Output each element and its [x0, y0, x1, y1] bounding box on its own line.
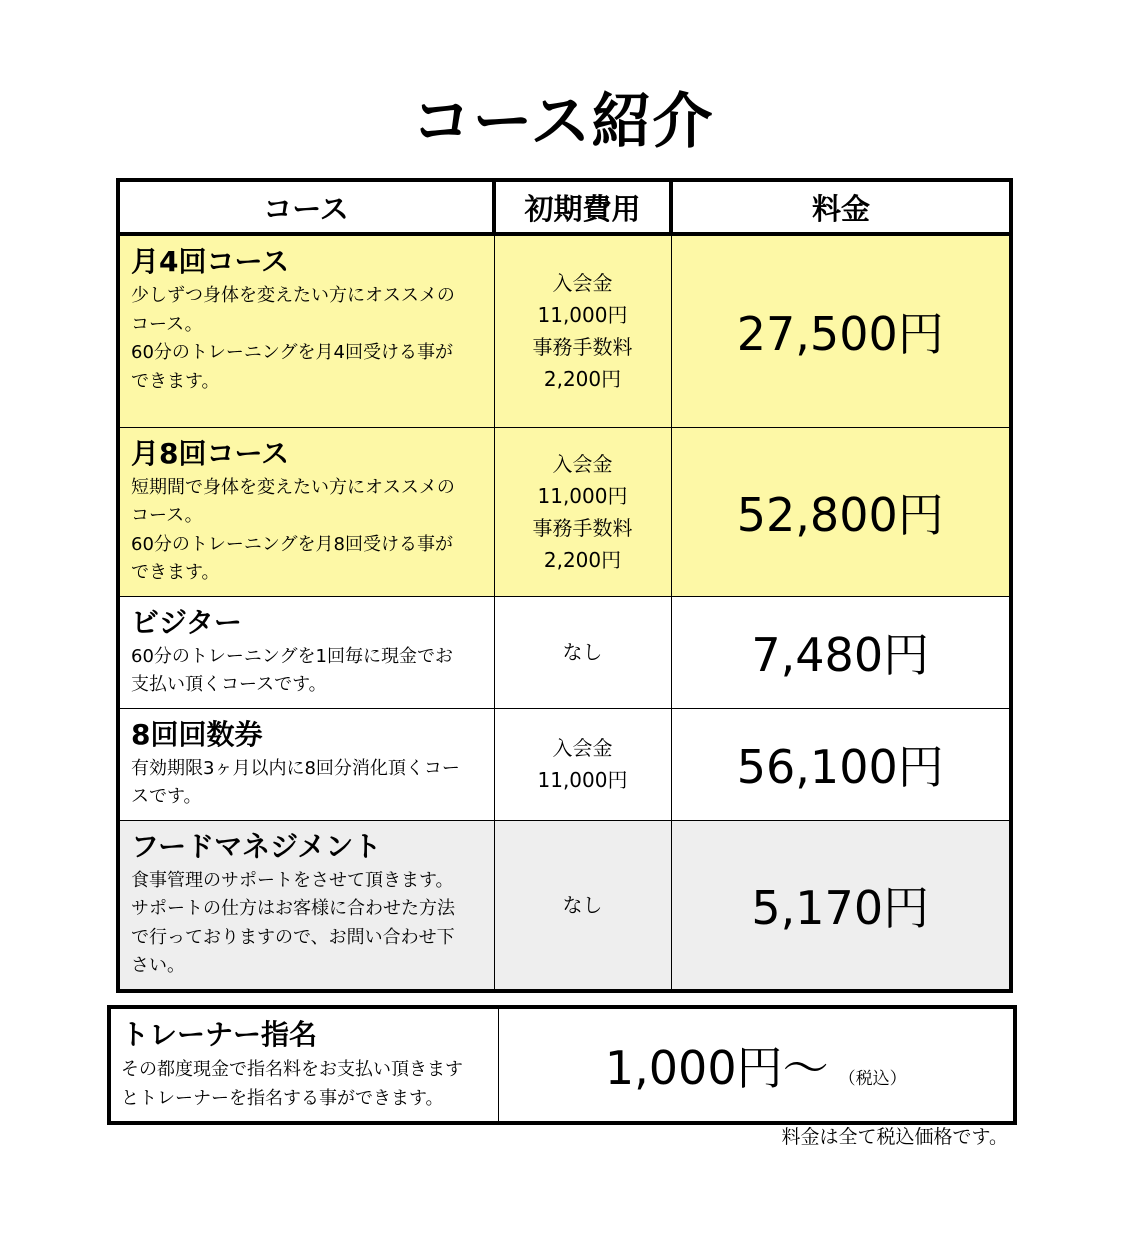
- course-description: [131, 755, 484, 812]
- course-cell: [118, 234, 494, 427]
- initial-fee-cell: [494, 234, 671, 427]
- tax-included-note: （税込）: [838, 1069, 907, 1089]
- fee-line: 入会金: [552, 271, 613, 296]
- course-name: 月4回コース: [131, 245, 290, 278]
- table-row: [118, 820, 1011, 991]
- initial-fee-cell: [494, 427, 671, 596]
- description-line: その都度現金で指名料をお支払い頂きます: [121, 1059, 463, 1080]
- fee-line: なし: [562, 892, 603, 917]
- course-description: [131, 867, 484, 981]
- fee-line: 11,000円: [537, 483, 628, 508]
- description-line: さい。: [131, 955, 185, 976]
- description-line: できます。: [131, 562, 220, 583]
- description-line: コース。: [131, 505, 203, 526]
- price-cell: 5,170円: [671, 820, 1011, 991]
- initial-fee-cell: [494, 596, 671, 708]
- trainer-info-cell: [109, 1007, 498, 1123]
- initial-fee-cell: [494, 820, 671, 991]
- table-header-row: [118, 180, 1011, 234]
- tax-footnote: 料金は全て税込価格です。: [781, 1126, 1008, 1148]
- header-price: 料金: [671, 180, 1011, 234]
- course-cell: [118, 596, 494, 708]
- table-row: [118, 708, 1011, 820]
- course-description: [131, 474, 484, 588]
- course-name: フードマネジメント: [131, 829, 382, 863]
- trainer-title: トレーナー指名: [121, 1018, 318, 1051]
- trainer-price: 1,000円〜: [604, 1041, 829, 1095]
- price-cell: 56,100円: [671, 708, 1011, 820]
- page-title: コース紹介: [411, 87, 714, 157]
- trainer-description: [121, 1055, 488, 1113]
- price-cell: 52,800円: [671, 427, 1011, 596]
- course-name: 8回回数券: [131, 717, 263, 751]
- price-cell: 7,480円: [671, 596, 1011, 708]
- price-cell: 27,500円: [671, 234, 1011, 427]
- initial-fee-cell: [494, 708, 671, 820]
- fee-line: 入会金: [552, 736, 613, 760]
- course-table: [116, 178, 1013, 993]
- course-description: [131, 643, 484, 700]
- description-line: サポートの仕方はお客様に合わせた方法: [131, 898, 455, 919]
- fee-line: 11,000円: [537, 303, 628, 328]
- description-line: 60分のトレーニングを月8回受ける事が: [131, 533, 453, 555]
- fee-line: なし: [562, 640, 603, 664]
- fee-line: 事務手数料: [532, 335, 633, 360]
- table-row: [118, 596, 1011, 708]
- fee-line: 入会金: [552, 451, 613, 476]
- course-cell: [118, 427, 494, 596]
- description-line: 60分のトレーニングを月4回受ける事が: [131, 342, 453, 363]
- description-line: で行っておりますので、お問い合わせ下: [131, 926, 455, 948]
- trainer-nomination-table: [107, 1005, 1017, 1125]
- header-initial-fee: 初期費用: [494, 180, 671, 234]
- description-line: できます。: [131, 370, 220, 392]
- course-cell: [118, 708, 494, 820]
- course-cell: [118, 820, 494, 991]
- course-description: [131, 282, 484, 396]
- description-line: 60分のトレーニングを1回毎に現金でお: [131, 645, 453, 667]
- fee-line: 事務手数料: [532, 515, 633, 540]
- description-line: 短期間で身体を変えたい方にオススメの: [131, 476, 455, 498]
- description-line: 少しずつ身体を変えたい方にオススメの: [131, 285, 455, 306]
- table-row: [118, 427, 1011, 596]
- fee-line: 2,200円: [543, 547, 622, 572]
- description-line: 食事管理のサポートをさせて頂きます。: [131, 869, 454, 891]
- trainer-row: [109, 1007, 1015, 1123]
- table-row: [118, 234, 1011, 427]
- description-line: 有効期限3ヶ月以内に8回分消化頂くコー: [131, 757, 460, 779]
- fee-line: 11,000円: [537, 768, 628, 792]
- description-line: とトレーナーを指名する事ができます。: [121, 1088, 444, 1109]
- trainer-price-cell: [498, 1007, 1015, 1123]
- course-name: 月8回コース: [131, 436, 290, 470]
- description-line: コース。: [131, 313, 203, 335]
- header-course: コース: [118, 180, 494, 234]
- fee-line: 2,200円: [543, 367, 622, 392]
- description-line: スです。: [131, 786, 202, 807]
- course-name: ビジター: [131, 605, 242, 639]
- description-line: 支払い頂くコースです。: [131, 674, 327, 695]
